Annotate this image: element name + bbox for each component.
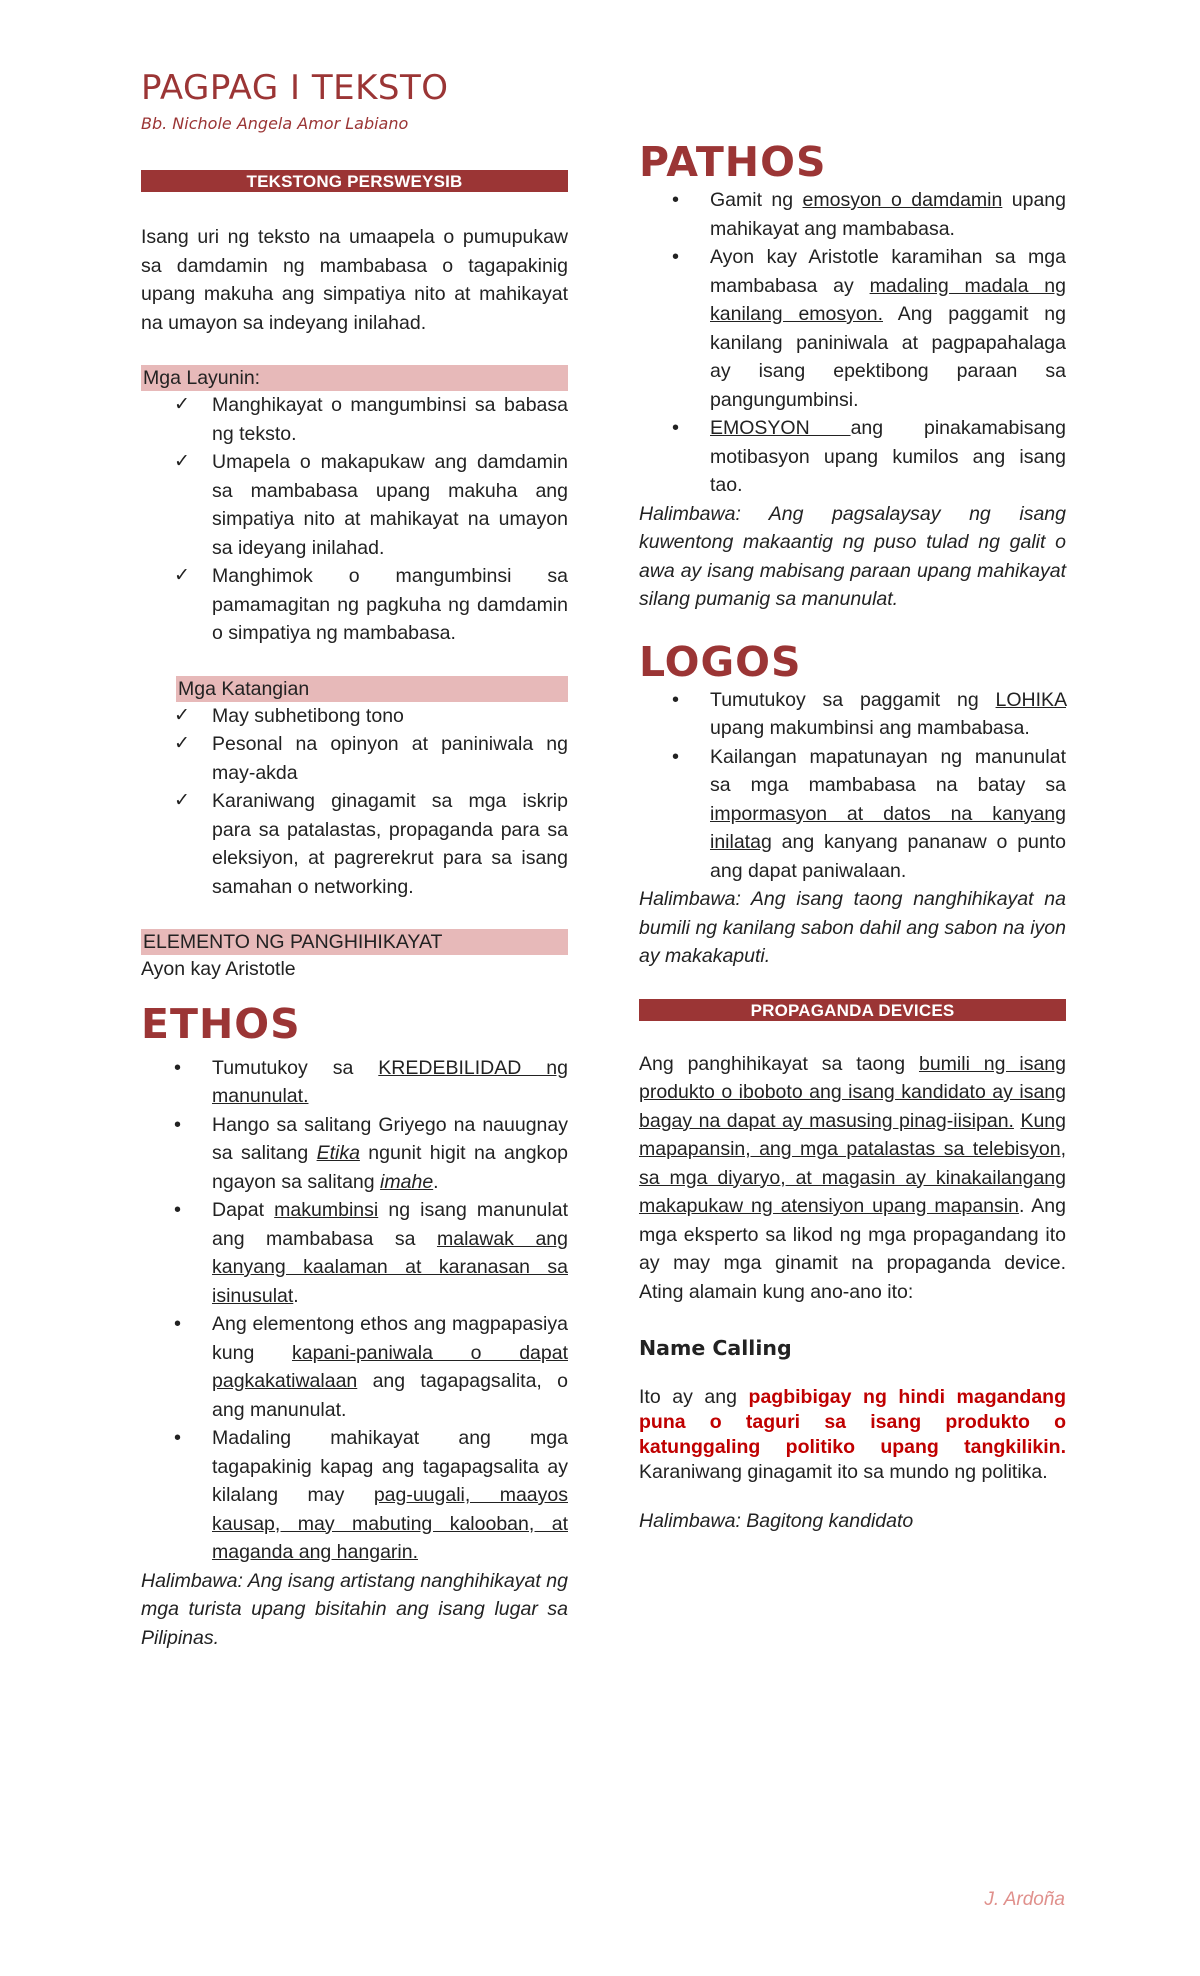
intro-paragraph: Isang uri ng teksto na umaapela o pumupukaw sa damdamin ng mambabasa o tagapakinig upang makuha ang simpatiya nito at mahikayat na umayon sa indeyang inilahad. xyxy=(141,226,568,334)
layunin-label: Mga Layunin: xyxy=(141,365,568,391)
list-item xyxy=(141,730,568,787)
list-item xyxy=(141,391,568,448)
list-item xyxy=(141,1111,568,1197)
text: Dapat xyxy=(212,1199,275,1221)
underlined-text: KREDEBILIDAD ng manunulat. xyxy=(212,1056,568,1107)
list-item xyxy=(141,702,568,731)
text: upang mahikayat ang mambabasa. xyxy=(710,189,1066,240)
ethos-example: Halimbawa: Ang isang artistang nanghihikayat ng mga turista upang bisitahin ang isang lugar sa Pilipinas. xyxy=(141,1569,568,1649)
text: ngunit higit na angkop ngayon sa salitang xyxy=(212,1142,568,1193)
underlined-text: emosyon o damdamin xyxy=(802,189,1003,211)
text: . xyxy=(433,1170,439,1193)
list-item xyxy=(141,562,568,648)
page-title: PAGPAG I TEKSTO xyxy=(141,68,449,108)
check-icon: ✓ xyxy=(174,394,190,415)
text: Ito ay ang xyxy=(639,1385,749,1408)
text: . Ang mga eksperto sa likod ng mga propagandang ito ay may mga ginamit na propaganda device. Ating alamain kung ano-ano ito: xyxy=(639,1195,1066,1303)
section-banner-persweysib: TEKSTONG PERSWEYSIB xyxy=(141,170,568,192)
left-column xyxy=(141,170,568,1652)
list-item xyxy=(639,743,1066,886)
text: Ayon kay Aristotle karamihan sa mga mambabasa ay xyxy=(710,246,1066,297)
list-item-text: Manghimok o mangumbinsi sa pamamagitan ng pagkuha ng damdamin o simpatiya ng mambabasa. xyxy=(212,565,568,644)
elemento-label: ELEMENTO NG PANGHIHIKAYAT xyxy=(141,929,568,955)
emphasized-text: Etika xyxy=(316,1142,360,1164)
list-item xyxy=(639,186,1066,243)
name-calling-heading: Name Calling xyxy=(639,1336,792,1360)
layunin-list xyxy=(141,391,568,648)
text: Madaling mahikayat ang mga tagapakinig kapag ang tagapagsalita ay kilalang may xyxy=(212,1427,568,1506)
underlined-text: malawak ang kanyang kaalaman at karanasan sa isinusulat xyxy=(212,1227,568,1307)
list-item xyxy=(141,1424,568,1567)
name-calling-example: Halimbawa: Bagitong kandidato xyxy=(639,1509,914,1532)
text: Karaniwang ginagamit ito sa mundo ng politika. xyxy=(639,1460,1048,1483)
list-item-text: Karaniwang ginagamit sa mga iskrip para sa patalastas, propaganda para sa eleksiyon, at pagrerekrut para sa isang samahan o networking. xyxy=(212,790,568,898)
check-icon: ✓ xyxy=(174,733,190,754)
list-item xyxy=(639,686,1066,743)
list-item xyxy=(141,1054,568,1111)
underlined-text: pag-uugali, maayos kausap, may mabuting kalooban, at maganda ang hangarin. xyxy=(212,1484,568,1563)
underlined-text: madaling madala ng kanilang emosyon. xyxy=(710,274,1066,325)
bullet-icon: • xyxy=(672,417,680,439)
text: Tumutukoy sa xyxy=(212,1056,379,1079)
author-name: Bb. Nichole Angela Amor Labiano xyxy=(141,114,409,133)
name-calling-paragraph xyxy=(639,1385,1066,1485)
text: . xyxy=(293,1284,299,1307)
text: Tumutukoy sa paggamit ng xyxy=(710,688,996,711)
katangian-label: Mga Katangian xyxy=(176,676,568,702)
emphasized-text: imahe xyxy=(380,1170,434,1193)
text: upang makumbinsi ang mambabasa. xyxy=(710,717,1030,739)
bullet-icon: • xyxy=(672,189,680,211)
logos-example: Halimbawa: Ang isang taong nanghihikayat na bumili ng kanilang sabon dahil ang sabon na iyon ay makakaputi. xyxy=(639,888,1066,967)
logos-heading: LOGOS xyxy=(639,637,802,686)
list-item xyxy=(141,787,568,901)
check-icon: ✓ xyxy=(174,565,190,586)
bullet-icon: • xyxy=(174,1056,182,1079)
text: ang kanyang pananaw o punto ang dapat paniwalaan. xyxy=(710,831,1066,882)
text: ng isang manunulat ang mambabasa sa xyxy=(212,1199,568,1250)
underlined-text: Kung mapapansin, ang mga patalastas sa telebisyon, sa mga diyaryo, at magasin ay kinakailangang makapukaw ng atensiyon upang mapansin xyxy=(639,1109,1066,1217)
bullet-icon: • xyxy=(672,688,680,711)
list-item-text: Pesonal na opinyon at paniniwala ng may-akda xyxy=(212,733,568,784)
list-item xyxy=(639,243,1066,414)
logos-list xyxy=(639,686,1066,886)
text: ang tagapagsalita, o ang manunulat. xyxy=(212,1370,568,1421)
text: Gamit ng xyxy=(710,189,803,211)
list-item xyxy=(639,414,1066,500)
list-item-text: Umapela o makapukaw ang damdamin sa mambabasa upang makuha ang simpatiya nito at mahikayat na umayon sa ideyang inilahad. xyxy=(212,451,568,559)
list-item xyxy=(141,448,568,562)
list-item xyxy=(141,1196,568,1310)
underlined-text: kapani-paniwala o dapat pagkakatiwalaan xyxy=(212,1341,568,1392)
bullet-icon: • xyxy=(672,246,680,268)
pathos-heading: PATHOS xyxy=(639,138,827,186)
underlined-text: bumili ng isang produkto o iboboto ang isang kandidato ay isang bagay na dapat ay masusing pinag-iisipan. xyxy=(639,1052,1066,1132)
ethos-list xyxy=(141,1054,568,1567)
underlined-text: EMOSYON xyxy=(710,417,851,439)
bullet-icon: • xyxy=(174,1313,182,1335)
text: Ang panghihikayat sa taong xyxy=(639,1052,919,1075)
list-item xyxy=(141,1310,568,1424)
pathos-example: Halimbawa: Ang pagsalaysay ng isang kuwentong makaantig ng puso tulad ng galit o awa ay isang mabisang paraan upang mahikayat silang pumanig sa manunulat. xyxy=(639,502,1066,610)
bullet-icon: • xyxy=(672,745,680,768)
bullet-icon: • xyxy=(174,1113,182,1136)
check-icon: ✓ xyxy=(174,451,190,472)
ethos-heading: ETHOS xyxy=(141,999,301,1048)
list-item-text: May subhetibong tono xyxy=(212,704,404,727)
underlined-text: LOHIKA xyxy=(995,688,1066,711)
text: Kailangan mapatunayan ng manunulat sa mga mambabasa na batay sa xyxy=(710,745,1066,796)
pathos-list xyxy=(639,186,1066,500)
underlined-text: impormasyon at datos na kanyang inilatag xyxy=(710,802,1066,853)
check-icon: ✓ xyxy=(174,704,190,726)
section-banner-propaganda: PROPAGANDA DEVICES xyxy=(639,999,1066,1021)
list-item-text: Manghikayat o mangumbinsi sa babasa ng teksto. xyxy=(212,394,568,445)
text: Ang paggamit ng kanilang paniniwala at pagpapahalaga ay isang epektibong paraan sa pangungumbinsi. xyxy=(710,303,1066,411)
text: ang pinakamabisang motibasyon upang kumilos ang isang tao. xyxy=(710,417,1066,496)
text: Hango sa salitang Griyego na nauugnay sa salitang xyxy=(212,1113,568,1164)
footer-signature: J. Ardoña xyxy=(984,1889,1065,1910)
bullet-icon: • xyxy=(174,1427,182,1449)
right-column xyxy=(639,138,1066,1535)
highlighted-text: pagbibigay ng hindi magandang puna o taguri sa isang produkto o katunggaling politiko upang tangkilikin. xyxy=(639,1385,1066,1458)
ayon-kay-aristotle: Ayon kay Aristotle xyxy=(141,958,296,980)
text: Ang elementong ethos ang magpapasiya kung xyxy=(212,1313,568,1364)
bullet-icon: • xyxy=(174,1199,182,1221)
check-icon: ✓ xyxy=(174,790,190,811)
katangian-list xyxy=(141,702,568,902)
underlined-text: makumbinsi xyxy=(274,1199,379,1221)
propaganda-paragraph xyxy=(639,1050,1066,1307)
